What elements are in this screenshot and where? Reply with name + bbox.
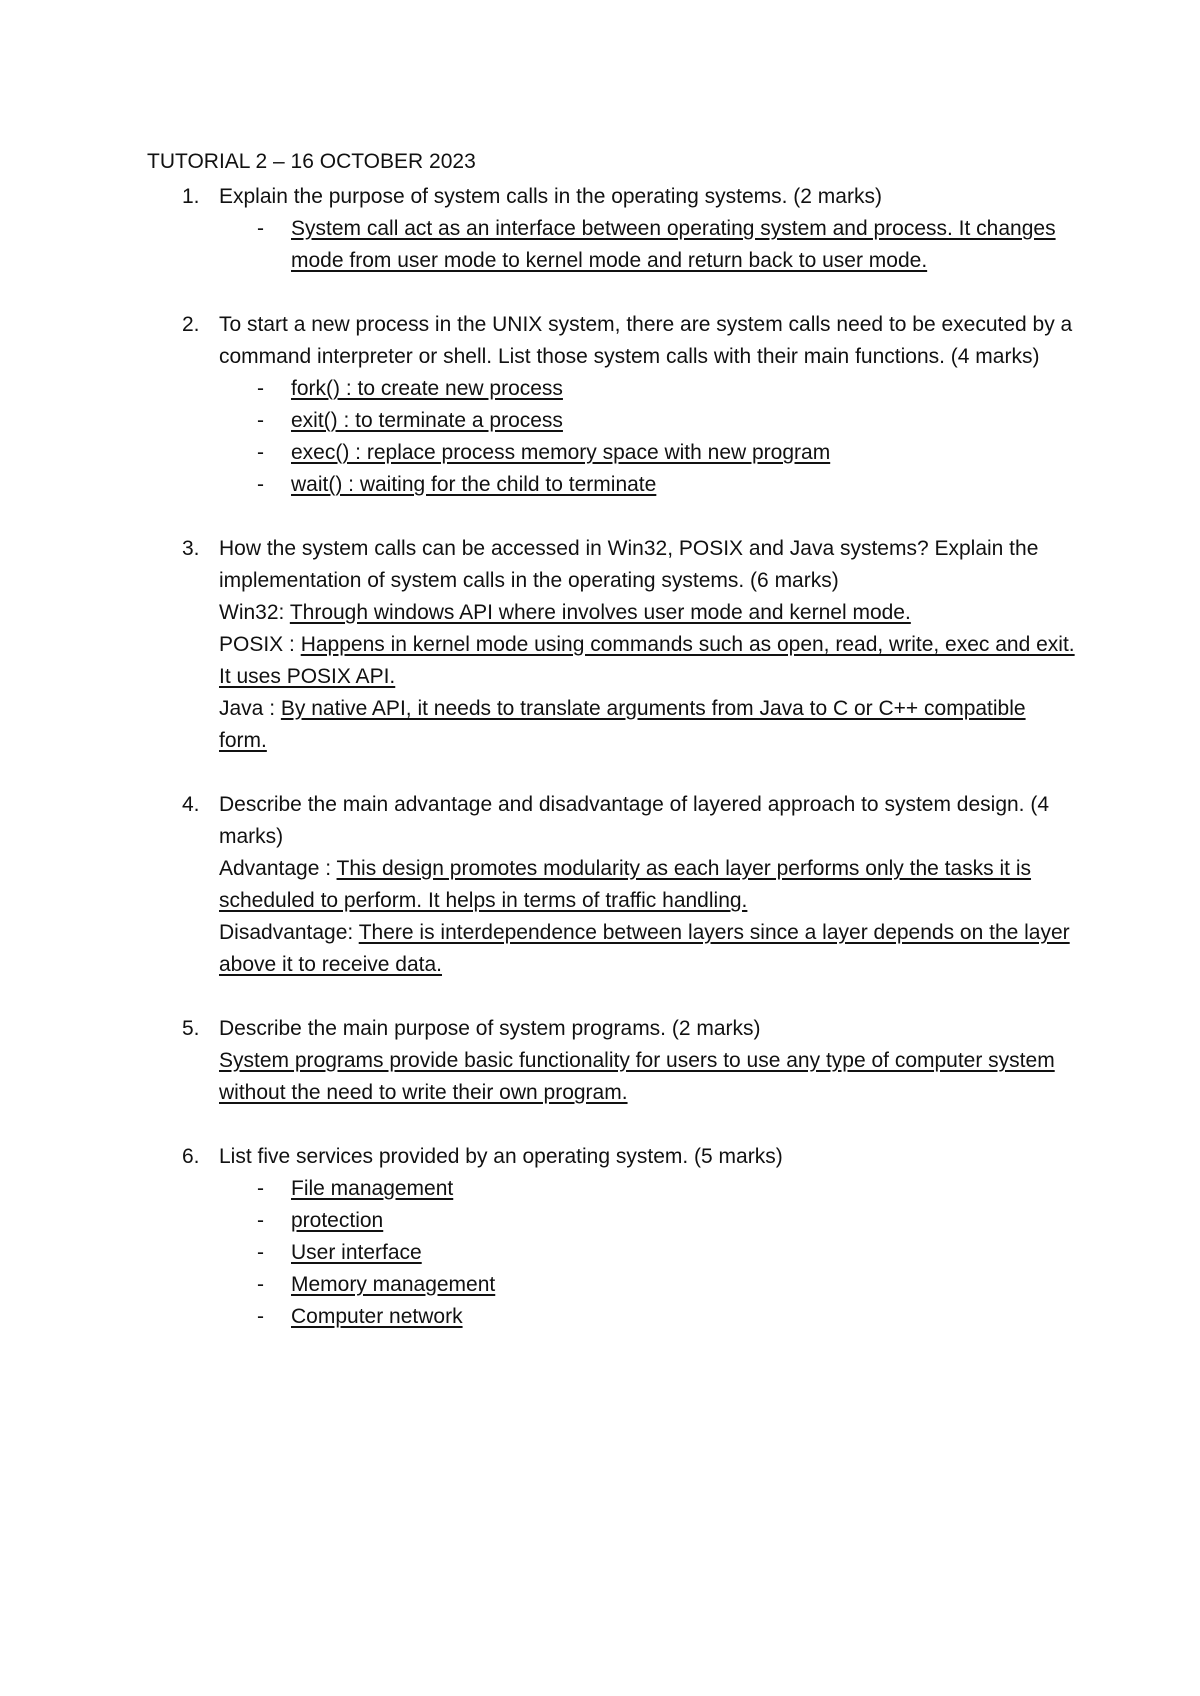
- advantage-answer: [219, 853, 1077, 917]
- answer-text: fork() : to create new process: [291, 377, 563, 400]
- answer-list: [219, 213, 1077, 277]
- question-number: 5.: [182, 1017, 200, 1040]
- question-text: Describe the main purpose of system programs. (2 marks): [219, 1017, 761, 1040]
- answer-item: [219, 1173, 1077, 1205]
- answer-text: Memory management: [291, 1273, 496, 1296]
- answer-text: exit() : to terminate a process: [291, 409, 563, 432]
- dash-bullet: -: [257, 473, 264, 496]
- answer-item: [219, 1269, 1077, 1301]
- dash-bullet: -: [257, 1209, 264, 1232]
- answer-text: File management: [291, 1177, 454, 1200]
- dash-bullet: -: [257, 1241, 264, 1264]
- answer-text: User interface: [291, 1241, 422, 1264]
- question-6: [147, 1141, 1077, 1333]
- dash-bullet: -: [257, 409, 264, 432]
- dash-bullet: -: [257, 441, 264, 464]
- answer-text: There is interdependence between layers since a layer depends on the layer above it to receive data.: [219, 921, 1070, 976]
- answer-text: Computer network: [291, 1305, 463, 1328]
- answer-item: [219, 1205, 1077, 1237]
- answer-label: Disadvantage:: [219, 921, 359, 944]
- dash-bullet: -: [257, 1273, 264, 1296]
- question-text: List five services provided by an operating system. (5 marks): [219, 1145, 783, 1168]
- answer-item: [219, 1301, 1077, 1333]
- answer-text: exec() : replace process memory space with new program: [291, 441, 831, 464]
- answer-label: POSIX :: [219, 633, 301, 656]
- question-number: 1.: [182, 185, 200, 208]
- answer-item: [219, 469, 1077, 501]
- answer-text: protection: [291, 1209, 384, 1232]
- answer-text: This design promotes modularity as each layer performs only the tasks it is scheduled to perform. It helps in terms of traffic handling.: [219, 857, 1032, 912]
- document-content: [147, 146, 1077, 1365]
- question-3: [147, 533, 1077, 757]
- question-text: How the system calls can be accessed in Win32, POSIX and Java systems? Explain the implementation of system calls in the operating systems. (6 marks): [219, 537, 1039, 592]
- answer-text: wait() : waiting for the child to terminate: [291, 473, 657, 496]
- question-number: 6.: [182, 1145, 200, 1168]
- answer-item: [219, 1237, 1077, 1269]
- answer-item: [219, 437, 1077, 469]
- question-number: 2.: [182, 313, 200, 336]
- answer-item: [219, 213, 1077, 277]
- answer-text: Through windows API where involves user mode and kernel mode.: [289, 601, 911, 624]
- posix-answer: [219, 629, 1077, 693]
- answer-text: System call act as an interface between operating system and process. It changes mode from user mode to kernel mode and return back to user mode.: [291, 217, 1056, 272]
- question-5: [147, 1013, 1077, 1109]
- answer-text: Happens in kernel mode using commands such as open, read, write, exec and exit. It uses POSIX API.: [219, 633, 1075, 688]
- java-answer: [219, 693, 1077, 757]
- answer-label: Win32:: [219, 601, 290, 624]
- question-1: [147, 181, 1077, 277]
- answer-list: [219, 373, 1077, 501]
- question-number: 4.: [182, 793, 200, 816]
- disadvantage-answer: [219, 917, 1077, 981]
- dash-bullet: -: [257, 1177, 264, 1200]
- question-number: 3.: [182, 537, 200, 560]
- answer-item: [219, 405, 1077, 437]
- answer-text: By native API, it needs to translate arguments from Java to C or C++ compatible form.: [219, 697, 1026, 752]
- question-2: [147, 309, 1077, 501]
- answer-item: [219, 373, 1077, 405]
- question-text: Describe the main advantage and disadvantage of layered approach to system design. (4 marks): [219, 793, 1050, 848]
- dash-bullet: -: [257, 1305, 264, 1328]
- dash-bullet: -: [257, 217, 264, 240]
- win32-answer: [219, 597, 1077, 629]
- document-title: TUTORIAL 2 – 16 OCTOBER 2023: [147, 150, 476, 173]
- answer-label: Java :: [219, 697, 281, 720]
- answer-label: Advantage :: [219, 857, 337, 880]
- question-text: To start a new process in the UNIX system, there are system calls need to be executed by a command interpreter or shell. List those system calls with their main functions. (4 marks): [219, 313, 1073, 368]
- question-text: Explain the purpose of system calls in the operating systems. (2 marks): [219, 185, 882, 208]
- dash-bullet: -: [257, 377, 264, 400]
- question-4: [147, 789, 1077, 981]
- answer-text: System programs provide basic functionality for users to use any type of computer system without the need to write their own program.: [219, 1049, 1055, 1104]
- answer-list: [219, 1173, 1077, 1333]
